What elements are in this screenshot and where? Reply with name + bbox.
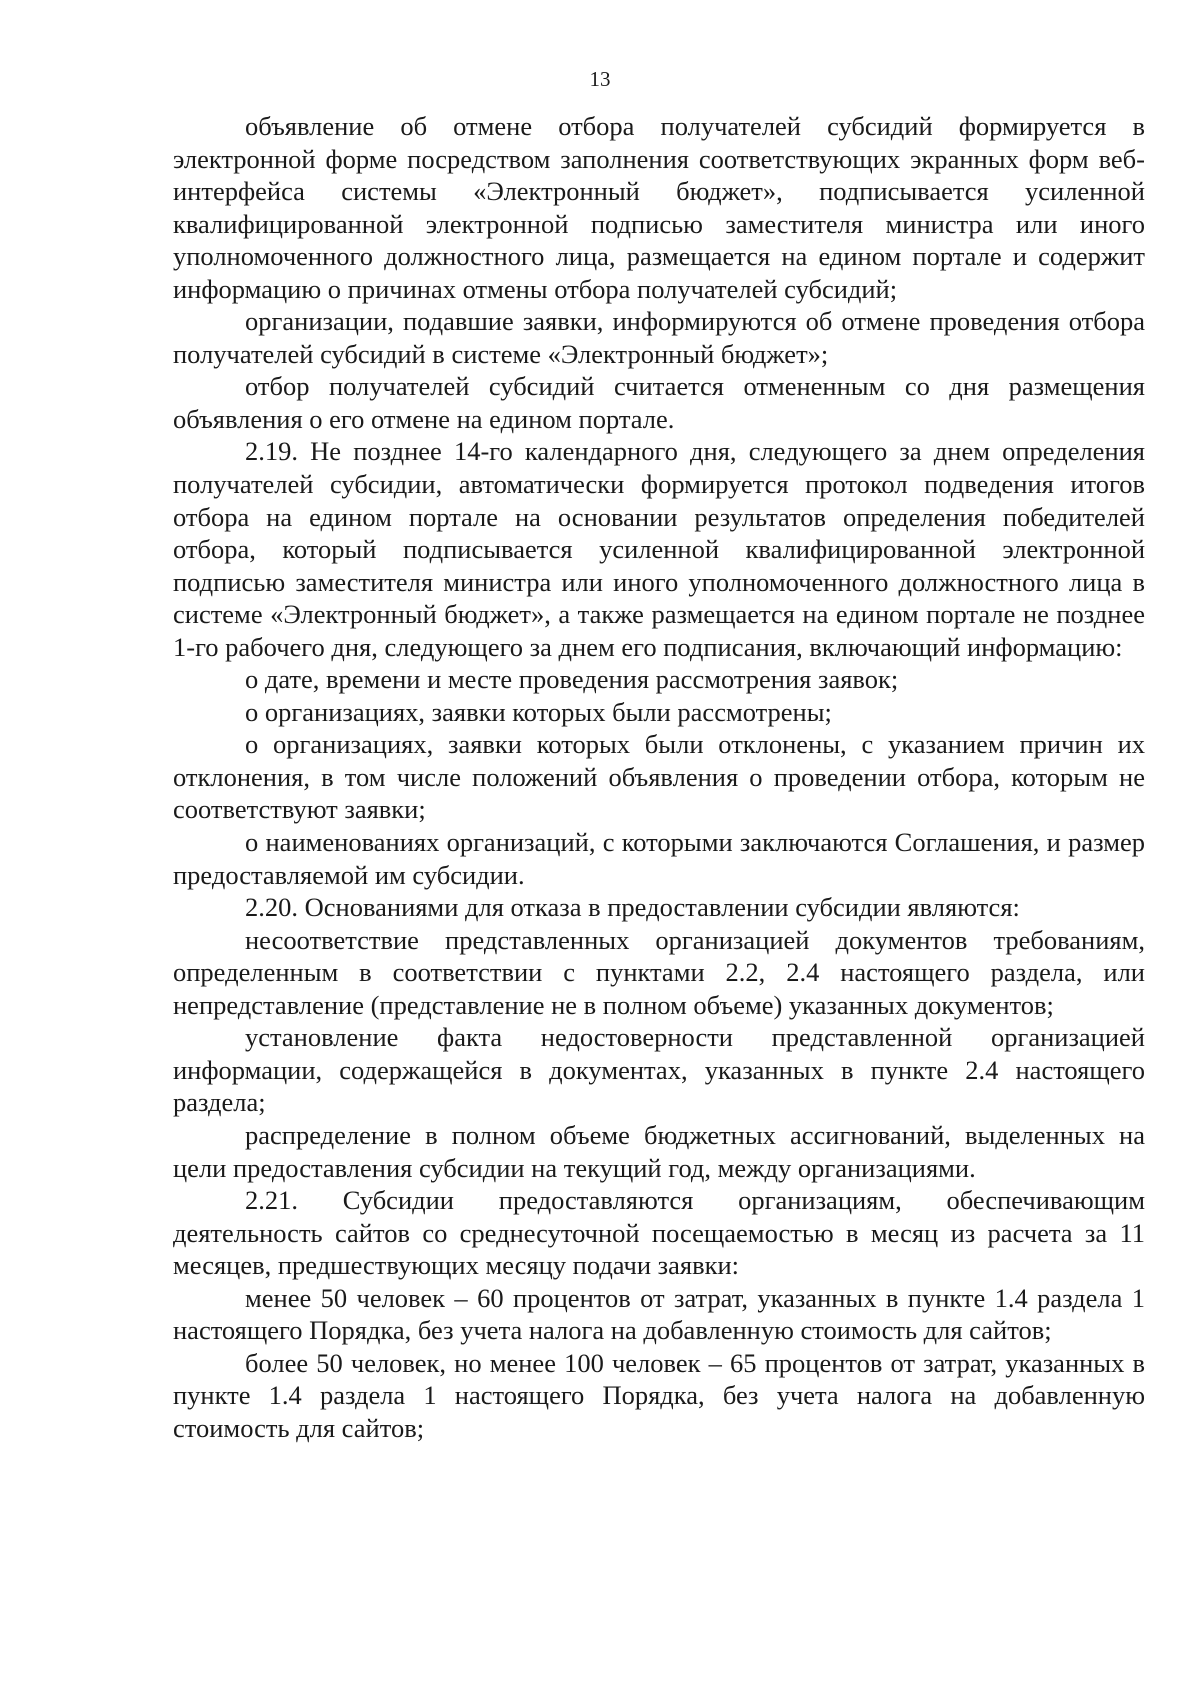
- paragraph-protocol-rejected: о организациях, заявки которых были отклонены, с указанием причин их отклонения, в том числе положений объявления о проведении отбора, которым не соответствуют заявки;: [173, 729, 1145, 825]
- paragraph-cancellation-notice: объявление об отмене отбора получателей субсидий формируется в электронной форме посредством заполнения соответствующих экранных форм веб-интерфейса системы «Электронный бюджет», подписывается усиленной квалифицированной электронной подписью заместителя министра или иного уполномоченного должностного лица, размещается на едином портале и содержит информацию о причинах отмены отбора получателей субсидий;: [173, 111, 1145, 304]
- paragraph-protocol-reviewed: о организациях, заявки которых были рассмотрены;: [245, 696, 832, 727]
- paragraph-rate-under-50: менее 50 человек – 60 процентов от затрат, указанных в пункте 1.4 раздела 1 настоящего Порядка, без учета налога на добавленную стоимость для сайтов;: [173, 1282, 1145, 1346]
- paragraph-2-20-refusal-grounds: 2.20. Основаниями для отказа в предоставлении субсидии являются:: [245, 892, 1020, 923]
- page-number: 13: [589, 67, 611, 91]
- paragraph-selection-cancelled: отбор получателей субсидий считается отмененным со дня размещения объявления о его отмене на едином портале.: [173, 371, 1145, 434]
- document-body: [173, 110, 1145, 1444]
- paragraph-rate-50-to-100: более 50 человек, но менее 100 человек – 65 процентов от затрат, указанных в пункте 1.4 раздела 1 настоящего Порядка, без учета налога на добавленную стоимость для сайтов;: [173, 1347, 1145, 1443]
- paragraph-refusal-budget-exhausted: распределение в полном объеме бюджетных ассигнований, выделенных на цели предоставления субсидии на текущий год, между организациями.: [173, 1119, 1145, 1183]
- paragraph-protocol-date-time: о дате, времени и месте проведения рассмотрения заявок;: [245, 664, 899, 695]
- paragraph-protocol-agreements: о наименованиях организаций, с которыми заключаются Соглашения, и размер предоставляемой им субсидии.: [173, 827, 1145, 890]
- paragraph-2-21-subsidy-rates: 2.21. Субсидии предоставляются организациям, обеспечивающим деятельность сайтов со среднесуточной посещаемостью в месяц из расчета за 11 месяцев, предшествующих месяцу подачи заявки:: [173, 1185, 1145, 1281]
- paragraph-applicants-informed: организации, подавшие заявки, информируются об отмене проведения отбора получателей субсидий в системе «Электронный бюджет»;: [173, 306, 1145, 369]
- paragraph-2-19-protocol: 2.19. Не позднее 14-го календарного дня, следующего за днем определения получателей субсидии, автоматически формируется протокол подведения итогов отбора на едином портале на основании результатов определения победителей отбора, который подписывается усиленной квалифицированной электронной подписью заместителя министра или иного уполномоченного должностного лица в системе «Электронный бюджет», а также размещается на едином портале не позднее 1-го рабочего дня, следующего за днем его подписания, включающий информацию:: [173, 436, 1145, 662]
- paragraph-refusal-unreliable-info: установление факта недостоверности представленной организацией информации, содержащейся в документах, указанных в пункте 2.4 настоящего раздела;: [173, 1022, 1145, 1118]
- paragraph-refusal-nonconformity: несоответствие представленных организацией документов требованиям, определенным в соответствии с пунктами 2.2, 2.4 настоящего раздела, или непредставление (представление не в полном объеме) указанных документов;: [173, 924, 1145, 1020]
